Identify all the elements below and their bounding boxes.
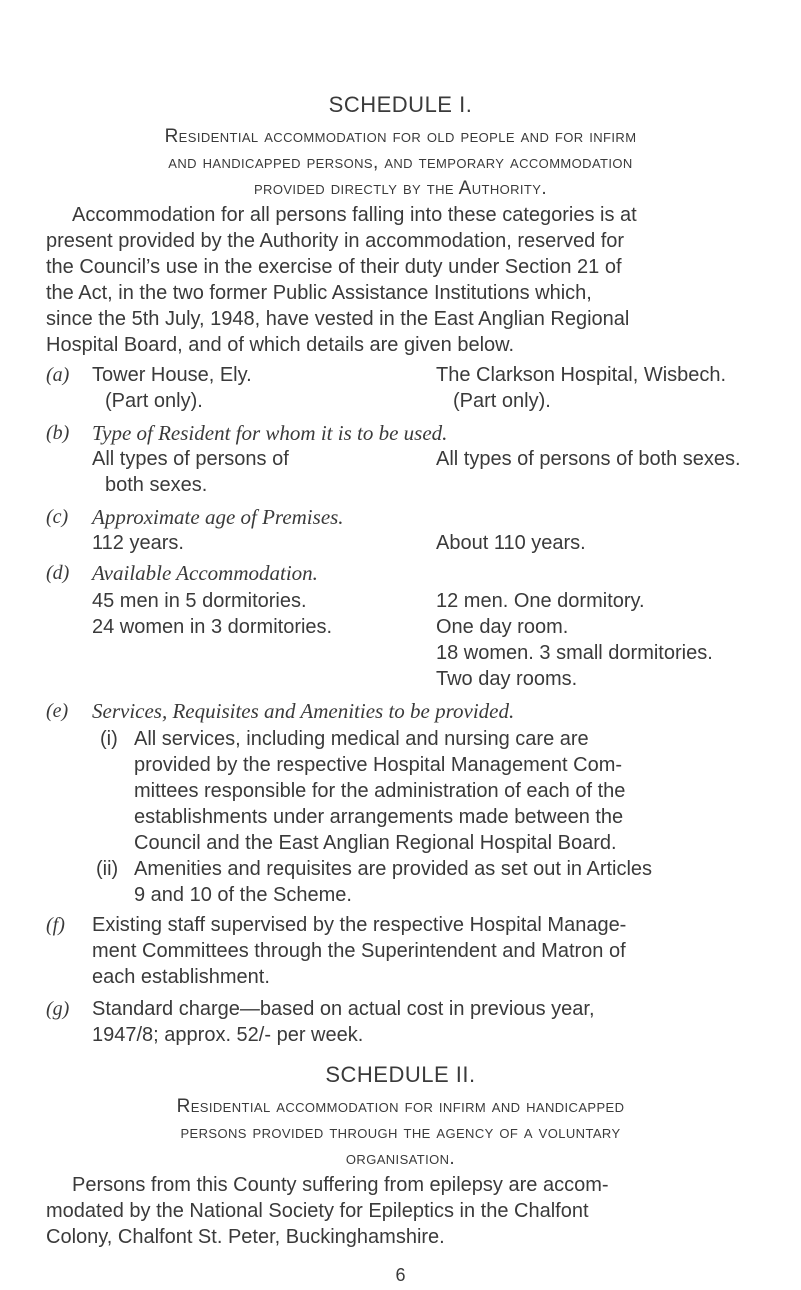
item-d-label: (d): [46, 562, 70, 584]
item-c-label: (c): [46, 506, 69, 528]
item-e-sub1-label: (i): [100, 728, 118, 750]
intro-line: present provided by the Authority in accommodation, reserved for: [46, 230, 625, 252]
intro-line: since the 5th July, 1948, have vested in the East Anglian Regional: [46, 308, 630, 330]
item-a-col1-line: (Part only).: [105, 390, 203, 412]
item-e-sub1-line: provided by the respective Hospital Management Com-: [134, 754, 623, 776]
schedule-2-body-line: modated by the National Society for Epileptics in the Chalfont: [46, 1200, 589, 1222]
item-b-col1-line: All types of persons of: [92, 448, 289, 470]
item-e-title: Services, Requisites and Amenities to be provided.: [92, 699, 515, 723]
item-b-col2-line: All types of persons of both sexes.: [436, 448, 741, 470]
schedule-2-body-line: Persons from this County suffering from epilepsy are accom-: [72, 1174, 609, 1196]
schedule-2-subheading-line: organisation.: [345, 1148, 456, 1169]
item-f-label: (f): [46, 914, 65, 936]
item-b-label: (b): [46, 422, 70, 444]
item-c-col1-line: 112 years.: [92, 532, 184, 554]
item-c-title: Approximate age of Premises.: [92, 505, 344, 529]
item-a-col2-line: (Part only).: [453, 390, 551, 412]
item-g-line: 1947/8; approx. 52/- per week.: [92, 1024, 364, 1046]
schedule-1-subheading-line: provided directly by the Authority.: [253, 178, 548, 199]
intro-line: the Council’s use in the exercise of their duty under Section 21 of: [46, 256, 622, 278]
item-d-col2-line: 18 women. 3 small dormitories.: [436, 642, 713, 664]
intro-line: Hospital Board, and of which details are given below.: [46, 334, 515, 356]
item-e-sub2-line: Amenities and requisites are provided as set out in Articles: [134, 858, 653, 880]
item-d-col2-line: Two day rooms.: [436, 668, 578, 690]
item-b-title: Type of Resident for whom it is to be used.: [92, 421, 448, 445]
item-e-sub1-line: All services, including medical and nursing care are: [134, 728, 589, 750]
item-a-col2-line: The Clarkson Hospital, Wisbech.: [436, 364, 727, 386]
item-b-col1-line: both sexes.: [105, 474, 208, 496]
intro-line: the Act, in the two former Public Assistance Institutions which,: [46, 282, 592, 304]
schedule-2-subheading-line: persons provided through the agency of a voluntary: [180, 1122, 621, 1143]
item-d-col2-line: One day room.: [436, 616, 569, 638]
item-f-line: Existing staff supervised by the respective Hospital Manage-: [92, 914, 627, 936]
item-d-col2-line: 12 men. One dormitory.: [436, 590, 645, 612]
item-d-col1-line: 24 women in 3 dormitories.: [92, 616, 333, 638]
schedule-2-subheading-line: Residential accommodation for infirm and handicapped: [176, 1096, 625, 1117]
item-f-line: each establishment.: [92, 966, 270, 988]
item-e-sub1-line: mittees responsible for the administration of each of the: [134, 780, 626, 802]
item-c-col2-line: About 110 years.: [436, 532, 586, 554]
schedule-1-subheading-line: and handicapped persons, and temporary accommodation: [168, 152, 633, 173]
item-a-col1-line: Tower House, Ely.: [92, 364, 252, 386]
schedule-2-body-line: Colony, Chalfont St. Peter, Buckinghamshire.: [46, 1226, 445, 1248]
item-e-sub2-label: (ii): [96, 858, 119, 880]
item-f-line: ment Committees through the Superintendent and Matron of: [92, 940, 626, 962]
intro-line: Accommodation for all persons falling into these categories is at: [72, 204, 637, 226]
schedule-1-subheading-line: Residential accommodation for old people and for infirm: [164, 126, 637, 147]
schedule-1-heading: SCHEDULE I.: [328, 92, 473, 117]
item-g-line: Standard charge—based on actual cost in previous year,: [92, 998, 595, 1020]
schedule-2-heading: SCHEDULE II.: [325, 1062, 476, 1087]
item-d-title: Available Accommodation.: [92, 561, 318, 585]
item-d-col1-line: 45 men in 5 dormitories.: [92, 590, 307, 612]
item-e-sub1-line: Council and the East Anglian Regional Hospital Board.: [134, 832, 617, 854]
item-e-label: (e): [46, 700, 69, 722]
item-a-label: (a): [46, 364, 70, 386]
item-g-label: (g): [46, 998, 70, 1020]
item-e-sub1-line: establishments under arrangements made between the: [134, 806, 624, 828]
page-number: 6: [395, 1265, 406, 1285]
item-e-sub2-line: 9 and 10 of the Scheme.: [134, 884, 352, 906]
